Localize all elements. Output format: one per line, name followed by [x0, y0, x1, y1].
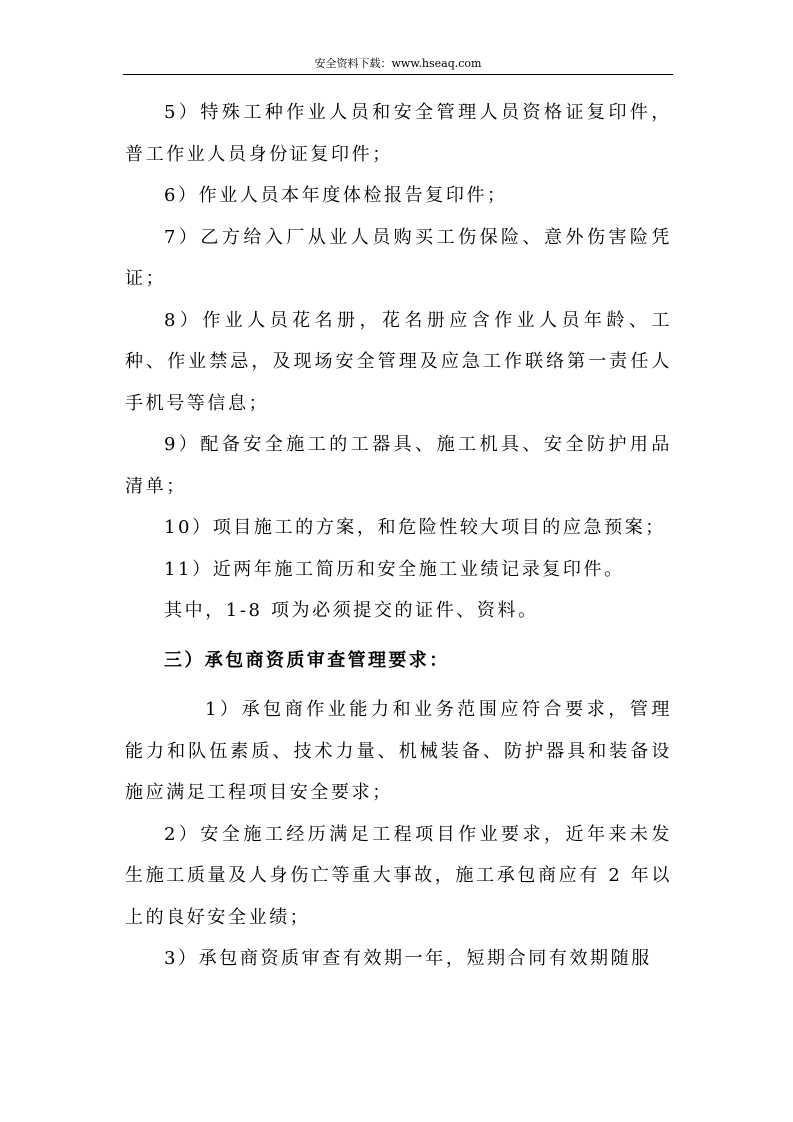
paragraph-item-8: 8）作业人员花名册，花名册应含作业人员年龄、工种、作业禁忌，及现场安全管理及应急工作联络第一责任人手机号等信息；: [125, 309, 672, 414]
requirement-item-2: 2）安全施工经历满足工程项目作业要求，近年来未发生施工质量及人身伤亡等重大事故，施工承包商应有 2 年以上的良好安全业绩；: [125, 823, 672, 928]
requirement-item-1: 1）承包商作业能力和业务范围应符合要求，管理能力和队伍素质、技术力量、机械装备、防护器具和装备设施应满足工程项目安全要求；: [125, 699, 672, 803]
document-body: [125, 92, 672, 980]
paragraph-note: 其中，1-8 项为必须提交的证件、资料。: [164, 600, 539, 621]
paragraph-item-6: 6）作业人员本年度体检报告复印件；: [164, 185, 508, 206]
header-divider: [123, 74, 673, 75]
paragraph-item-11: 11）近两年施工简历和安全施工业绩记录复印件。: [164, 558, 625, 580]
paragraph-item-9: 9）配备安全施工的工器具、施工机具、安全防护用品清单；: [125, 434, 672, 497]
page-header: 安全资料下载：www.hseaq.com: [314, 57, 482, 70]
paragraph-item-5: 5）特殊工种作业人员和安全管理人员资格证复印件，普工作业人员身份证复印件；: [125, 102, 672, 165]
paragraph-item-10: 10）项目施工的方案，和危险性较大项目的应急预案；: [164, 517, 666, 538]
requirement-item-3: 3）承包商资质审查有效期一年，短期合同有效期随服: [164, 948, 652, 969]
section-heading: 三）承包商资质审查管理要求：: [164, 649, 450, 671]
paragraph-item-7: 7）乙方给入厂从业人员购买工伤保险、意外伤害险凭证；: [125, 226, 672, 289]
